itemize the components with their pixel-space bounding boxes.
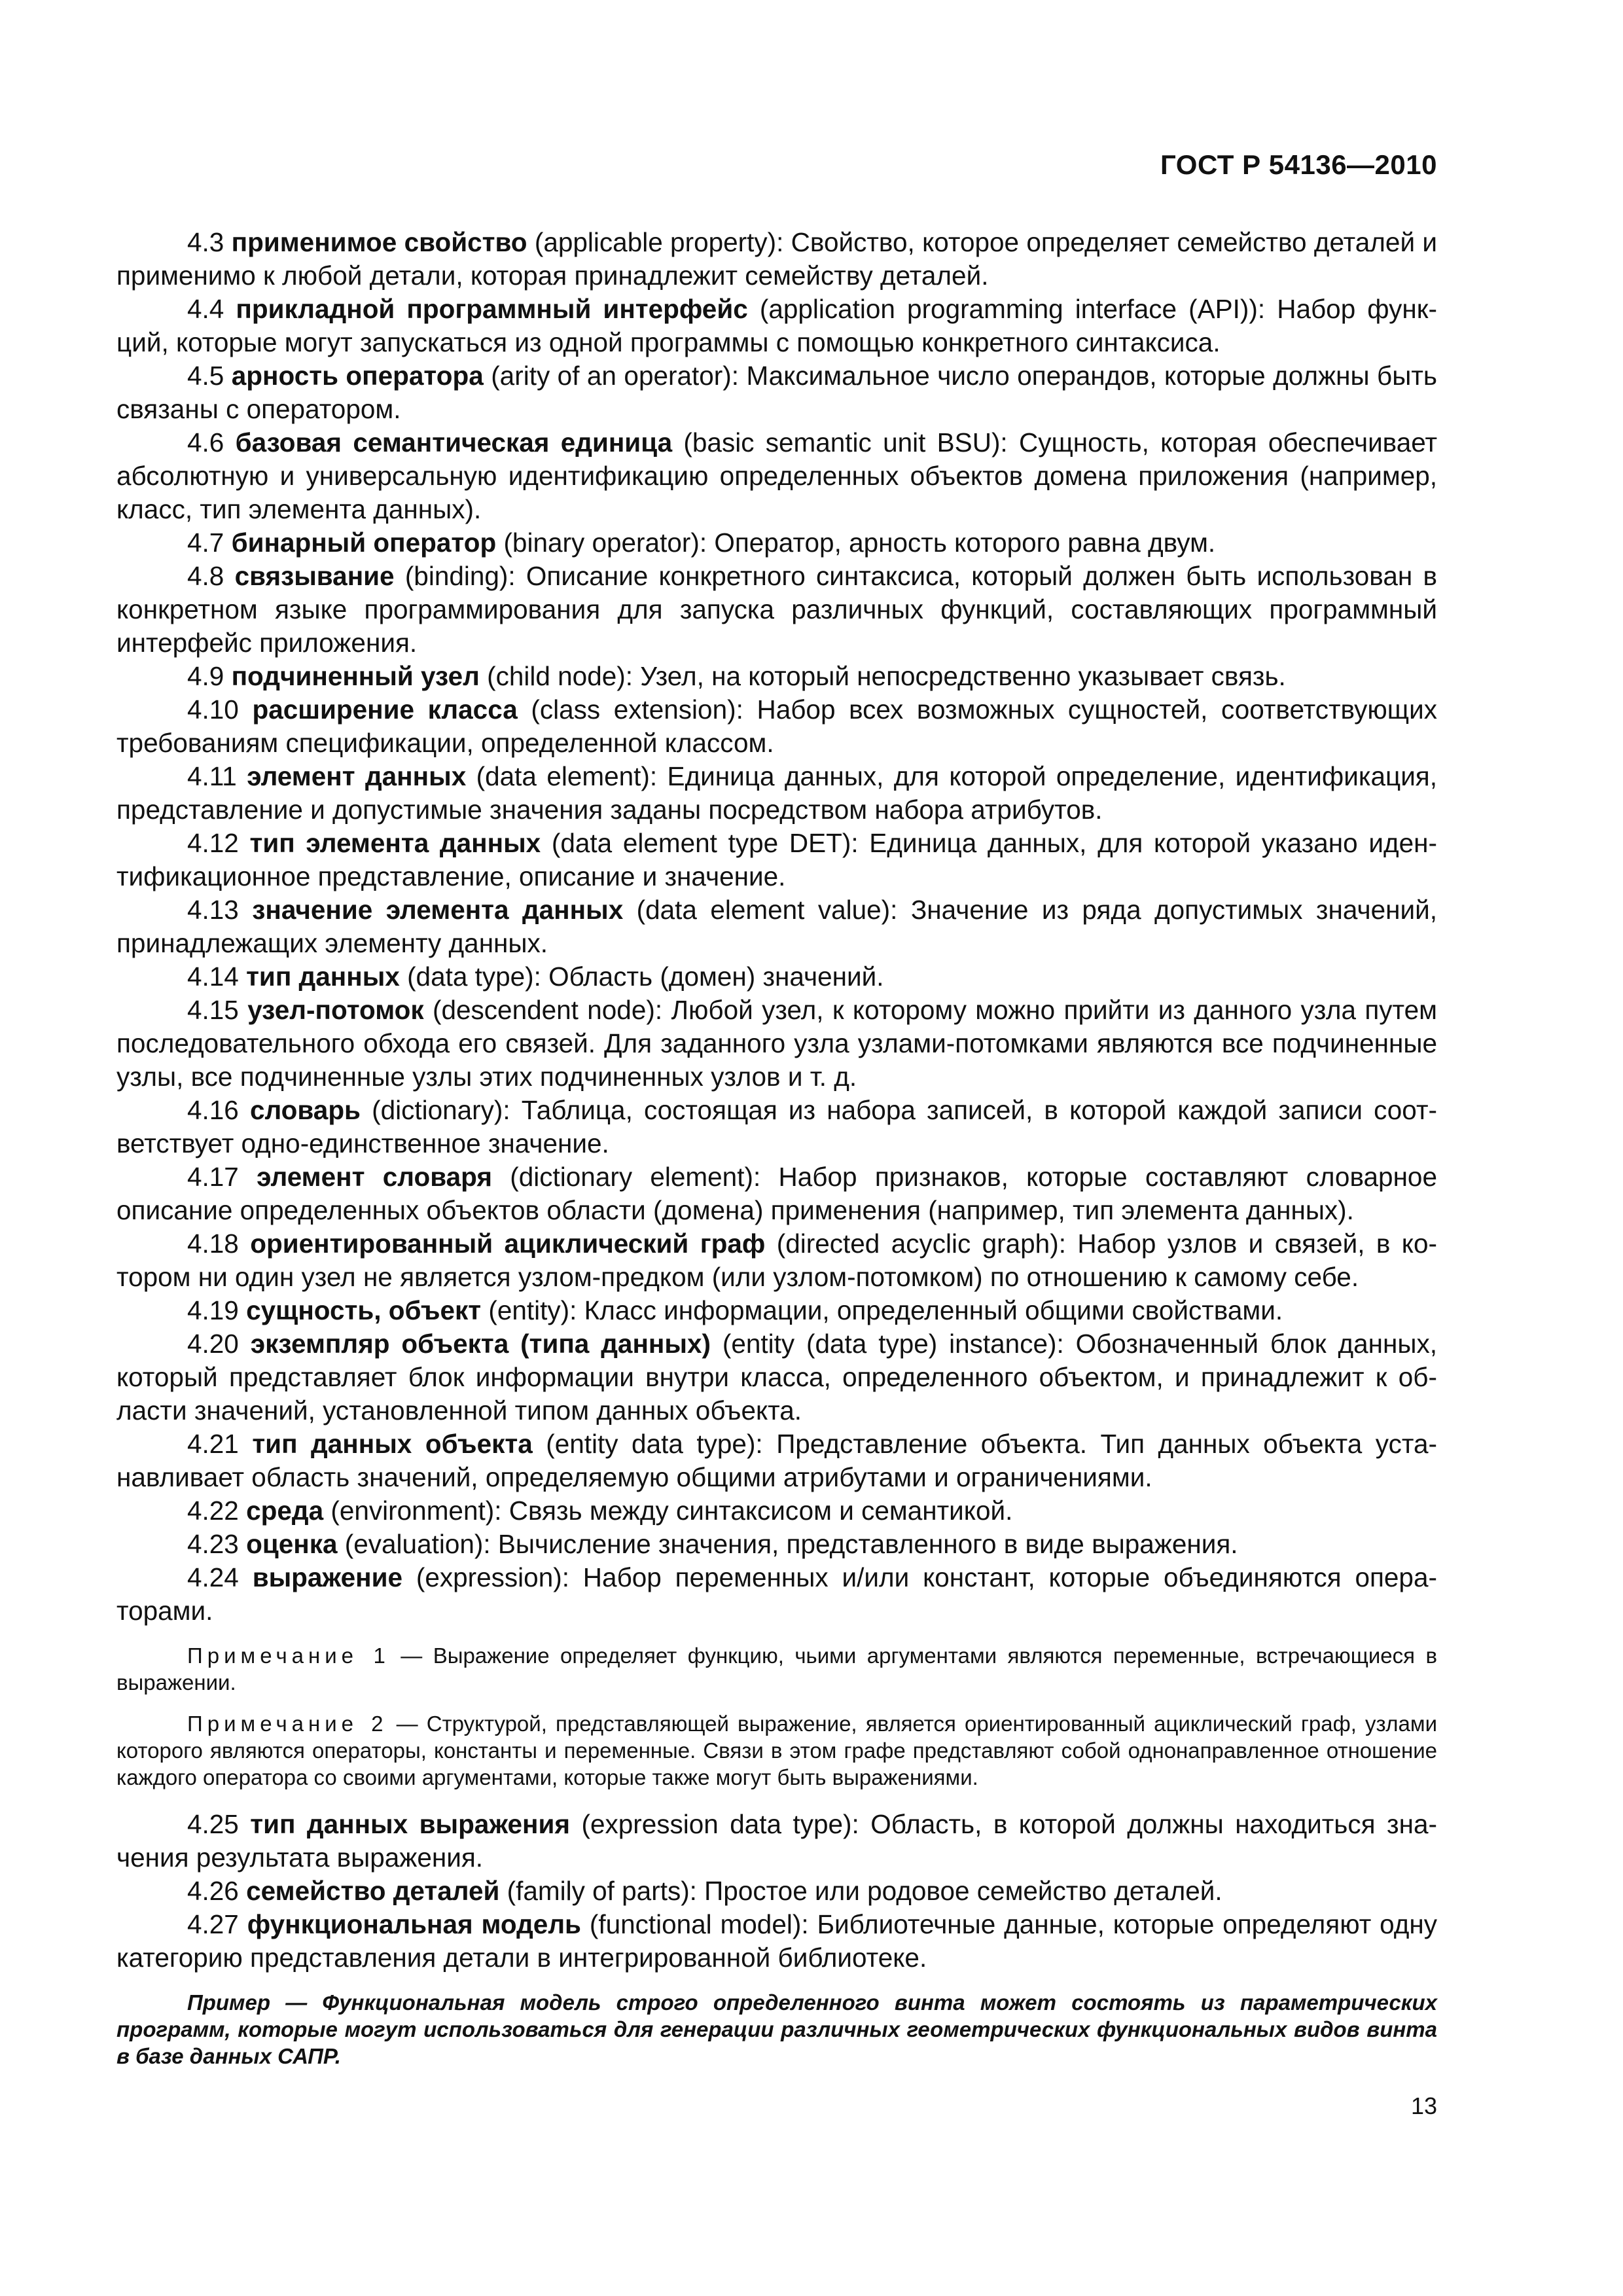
term-number: 4.14 — [187, 961, 239, 992]
term-definition: (family of parts): Простое или родовое семейство деталей. — [499, 1876, 1222, 1906]
term-definition: (functional model): Библиотечные данные, которые определяют одну категорию представления детали в интегрированной библиотеке. — [116, 1909, 1437, 1973]
term-definition: (application programming interface (API)): Набор функций, которые могут запускаться из одной программы с помощью конкретного синтаксиса. — [116, 294, 1438, 357]
term-entry-4-21 — [116, 1427, 1437, 1494]
term-entry-4-13 — [116, 893, 1437, 960]
term-number: 4.12 — [187, 828, 239, 858]
term-name: тип данных — [246, 961, 400, 992]
term-entry-4-24 — [116, 1561, 1437, 1628]
note-label: Примечание 2 — [187, 1712, 388, 1736]
term-definition: (class extension): Набор всех возможных сущностей, соответствующих требованиям спецификации, определенной классом. — [116, 694, 1437, 758]
term-entry-4-3 — [116, 226, 1437, 293]
term-definition: (directed acyclic graph): Набор узлов и связей, в котором ни один узел не является узлом-предком (или узлом-потомком) по отношению к самому себе. — [116, 1229, 1437, 1292]
term-name: прикладной программный интерфейс — [236, 294, 748, 324]
term-entry-4-22 — [116, 1494, 1437, 1528]
term-entry-4-6 — [116, 426, 1437, 526]
term-name: семейство деталей — [246, 1876, 500, 1906]
note-1 — [116, 1642, 1437, 1696]
term-number: 4.5 — [187, 361, 224, 391]
term-number: 4.8 — [187, 561, 224, 591]
term-name: элемент данных — [247, 761, 467, 791]
terms-section — [116, 226, 1437, 2070]
term-name: арность оператора — [231, 361, 484, 391]
term-definition: (applicable property): Свойство, которое определяет семейство деталей и применимо к любой детали, которая принадлежит семейству деталей. — [116, 227, 1437, 291]
term-entry-4-18 — [116, 1227, 1437, 1294]
term-name: сущность, объект — [246, 1295, 482, 1325]
term-number: 4.26 — [187, 1876, 239, 1906]
term-definition: (dictionary): Таблица, состоящая из набора записей, в которой каждой записи соответствует одно-единственное значение. — [116, 1095, 1437, 1158]
term-definition: (child node): Узел, на который непосредственно указывает связь. — [479, 661, 1286, 691]
term-name: оценка — [246, 1529, 338, 1559]
term-definition: (environment): Связь между синтаксисом и семантикой. — [323, 1496, 1013, 1526]
term-name: ориентированный ациклический граф — [250, 1229, 766, 1259]
term-entry-4-17 — [116, 1160, 1437, 1227]
note-text: — Структурой, представляющей выражение, является ориентированный ациклический граф, узлами которого являются операторы, константы и переменные. Связи в этом графе представляют собой однонаправленное отношение каждого оператора со своими аргументами, которые также могут быть выражениями. — [116, 1712, 1438, 1789]
term-number: 4.10 — [187, 694, 239, 725]
term-number: 4.6 — [187, 427, 224, 457]
term-number: 4.9 — [187, 661, 224, 691]
term-definition: (evaluation): Вычисление значения, представленного в виде выражения. — [337, 1529, 1238, 1559]
term-entry-4-15 — [116, 994, 1437, 1094]
term-number: 4.13 — [187, 895, 239, 925]
term-entry-4-14 — [116, 960, 1437, 994]
term-name: расширение класса — [252, 694, 518, 725]
term-entry-4-27 — [116, 1908, 1437, 1975]
example-paragraph: Пример — Функциональная модель строго определенного винта может состоять из параметрических программ, которые могут использоваться для генерации различных геометрических функциональных видов винта в базе данных САПР. — [116, 1990, 1437, 2068]
term-name: функциональная модель — [247, 1909, 581, 1939]
note-label: Примечание 1 — [187, 1643, 390, 1668]
term-definition: (entity (data type) instance): Обозначенный блок данных, который представляет блок информации внутри класса, определенного объектом, и принадлежит к области значений, установленной типом данных объекта. — [116, 1329, 1437, 1426]
term-number: 4.23 — [187, 1529, 239, 1559]
page-number: 13 — [1410, 2092, 1437, 2119]
term-number: 4.11 — [187, 761, 237, 791]
term-name: значение элемента данных — [252, 895, 624, 925]
term-number: 4.7 — [187, 528, 224, 558]
term-name: бинарный оператор — [231, 528, 497, 558]
note-text: — Выражение определяет функцию, чьими аргументами являются переменные, встречающиеся в выражении. — [116, 1643, 1437, 1695]
term-entry-4-12 — [116, 827, 1437, 893]
term-name: экземпляр объекта (типа данных) — [250, 1329, 711, 1359]
term-number: 4.20 — [187, 1329, 239, 1359]
term-definition: (entity data type): Представление объекта. Тип данных объекта устанавливает область значений, определяемую общими атрибутами и ограничениями. — [116, 1429, 1437, 1492]
term-definition: (expression data type): Область, в которой должны находиться значения результата выражения. — [116, 1809, 1437, 1873]
term-name: тип элемента данных — [249, 828, 541, 858]
term-entry-4-23 — [116, 1528, 1437, 1561]
term-name: словарь — [249, 1095, 361, 1125]
term-entry-4-25 — [116, 1808, 1437, 1874]
term-name: подчиненный узел — [231, 661, 480, 691]
term-number: 4.17 — [187, 1162, 239, 1192]
term-entry-4-16 — [116, 1094, 1437, 1160]
document-page — [116, 0, 1437, 2296]
term-number: 4.25 — [187, 1809, 239, 1839]
term-name: базовая семантическая единица — [235, 427, 673, 457]
term-number: 4.15 — [187, 995, 239, 1025]
term-number: 4.24 — [187, 1562, 239, 1592]
term-definition: (binding): Описание конкретного синтаксиса, который должен быть использован в конкретном языке программирования для запуска различных функций, составляющих программный интерфейс приложения. — [116, 561, 1437, 658]
term-definition: (basic semantic unit BSU): Сущность, которая обеспечивает абсолютную и универсальную идентификацию определенных объектов домена приложения (например, класс, тип элемента данных). — [116, 427, 1438, 524]
term-entry-4-5 — [116, 359, 1437, 426]
term-definition: (data element type DET): Единица данных, для которой указано идентификационное представление, описание и значение. — [116, 828, 1437, 891]
term-name: выражение — [252, 1562, 403, 1592]
term-entry-4-9 — [116, 660, 1437, 693]
term-name: среда — [246, 1496, 324, 1526]
term-entry-4-10 — [116, 693, 1437, 760]
term-name: узел-потомок — [247, 995, 424, 1025]
term-entry-4-4 — [116, 293, 1437, 359]
term-name: тип данных объекта — [252, 1429, 533, 1459]
note-2 — [116, 1710, 1437, 1791]
term-number: 4.16 — [187, 1095, 239, 1125]
term-name: элемент словаря — [257, 1162, 492, 1192]
term-number: 4.19 — [187, 1295, 239, 1325]
term-name: связывание — [234, 561, 395, 591]
term-number: 4.27 — [187, 1909, 239, 1939]
term-number: 4.21 — [187, 1429, 239, 1459]
term-definition: (data element value): Значение из ряда допустимых значений, принадлежащих элементу данных. — [116, 895, 1437, 958]
term-definition: (descendent node): Любой узел, к которому можно прийти из данного узла путем последовательного обхода его связей. Для заданного узла узлами-потомками являются все подчиненные узлы, все подчиненные узлы этих подчиненных узлов и т. д. — [116, 995, 1437, 1092]
term-entry-4-8 — [116, 560, 1437, 660]
term-entry-4-26 — [116, 1874, 1437, 1908]
term-entry-4-11 — [116, 760, 1437, 827]
term-number: 4.18 — [187, 1229, 239, 1259]
standard-header: ГОСТ Р 54136—2010 — [1160, 149, 1437, 180]
term-definition: (binary operator): Оператор, арность которого равна двум. — [496, 528, 1216, 558]
term-name: применимое свойство — [231, 227, 527, 257]
term-entry-4-20 — [116, 1327, 1437, 1427]
term-definition: (entity): Класс информации, определенный общими свойствами. — [481, 1295, 1283, 1325]
term-definition: (arity of an operator): Максимальное число операндов, которые должны быть связаны с оператором. — [116, 361, 1437, 424]
term-definition: (expression): Набор переменных и/или констант, которые объединяются операторами. — [116, 1562, 1437, 1626]
term-number: 4.3 — [187, 227, 224, 257]
term-definition: (data element): Единица данных, для которой определение, идентификация, представление и допустимые значения заданы посредством набора атрибутов. — [116, 761, 1437, 825]
term-definition: (dictionary element): Набор признаков, которые составляют словарное описание определенных объектов области (домена) применения (например, тип элемента данных). — [116, 1162, 1437, 1225]
term-number: 4.22 — [187, 1496, 239, 1526]
term-entry-4-19 — [116, 1294, 1437, 1327]
term-definition: (data type): Область (домен) значений. — [399, 961, 884, 992]
term-entry-4-7 — [116, 526, 1437, 560]
term-number: 4.4 — [187, 294, 224, 324]
term-name: тип данных выражения — [250, 1809, 571, 1839]
